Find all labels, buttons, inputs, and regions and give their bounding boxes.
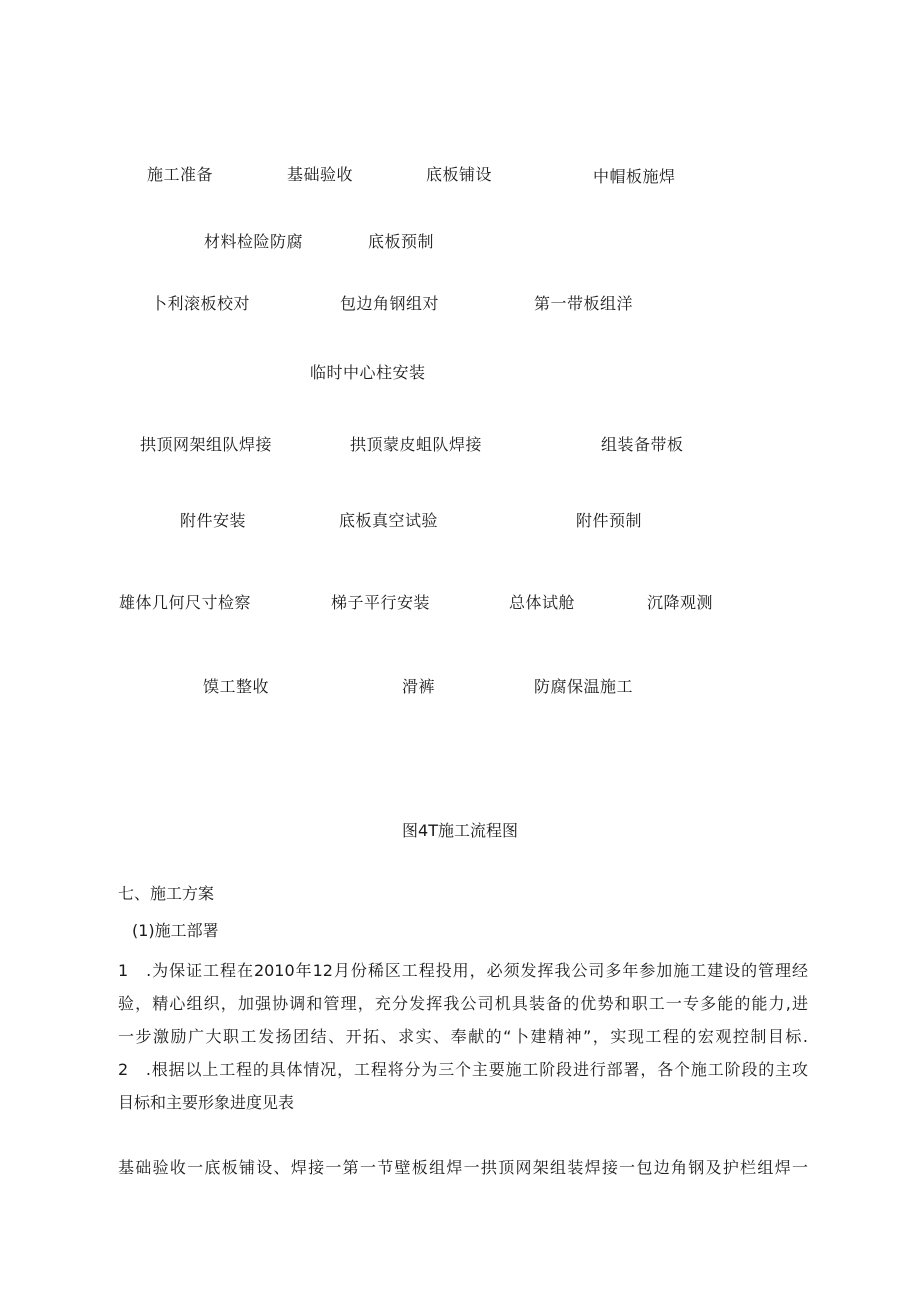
flow-node-accessory-install: 附件安装	[180, 511, 247, 530]
paragraph-line: 一步激励广大职工发扬团结、开拓、求实、奉献的“卜建精神”，实现工程的宏观控制目标.	[118, 1027, 808, 1046]
flow-node-ladder-install: 梯子平行安装	[331, 593, 431, 612]
flow-node-foundation-acceptance: 基础验收	[287, 165, 354, 184]
paragraph-item-2	[118, 1053, 808, 1119]
flow-node-construction-prep: 施工准备	[147, 165, 214, 184]
flow-node-roll-plate-check: 卜利滚板校对	[151, 294, 251, 313]
flow-node-first-band-assembly: 第一带板组洋	[534, 294, 634, 313]
paragraph-item-1	[118, 954, 808, 1053]
paragraph-line: 验，精心组织，加强协调和管理，充分发挥我公司机具装备的优势和职工一专多能的能力,进	[118, 994, 808, 1013]
flow-node-material-inspection: 材料检险防腐	[204, 232, 304, 251]
flow-node-accessory-prefab: 附件预制	[576, 511, 643, 530]
flow-node-bottom-plate-laying: 底板铺设	[426, 165, 493, 184]
section-title: 七、施工方案	[118, 884, 215, 903]
flow-node-dome-frame-welding: 拱顶网架组队焊接	[140, 435, 273, 454]
flow-node-edge-angle-assembly: 包边角钢组对	[340, 294, 440, 313]
flow-node-middle-plate-welding: 中帽板施焊	[593, 167, 676, 186]
flow-node-settlement-observation: 沉降观测	[647, 593, 714, 612]
section-subtitle: (1)施工部署	[132, 921, 219, 940]
flow-node-vacuum-test: 底板真空试验	[339, 511, 439, 530]
paragraph-line: 目标和主要形象进度见表	[118, 1093, 295, 1112]
flow-node-bottom-plate-prefab: 底板预制	[368, 232, 435, 251]
paragraph-line: 2 .根据以上工程的具体情况，工程将分为三个主要施工阶段进行部署，各个施工阶段的主攻	[118, 1060, 808, 1079]
flow-node-temp-center-column: 临时中心柱安装	[310, 363, 426, 382]
sequence-line: 基础验收一底板铺设、焊接一第一节壁板组焊一拱顶网架组装焊接一包边角钢及护栏组焊一	[118, 1158, 808, 1177]
paragraph-line: 1 .为保证工程在2010年12月份稀区工程投用，必须发挥我公司多年参加施工建设的管理经	[118, 961, 808, 980]
flow-node-overall-test: 总体试舱	[509, 593, 576, 612]
flow-node-band-plate-assembly: 组装备带板	[601, 435, 684, 454]
flow-node-geometry-inspection: 雄体几何尺寸检察	[119, 593, 252, 612]
flow-node-dome-skin-welding: 拱顶蒙皮蛆队焊接	[350, 435, 483, 454]
flow-node-completion-acceptance: 馍工整收	[203, 677, 270, 696]
flow-node-anticorrosion-insulation: 防腐保温施工	[534, 677, 634, 696]
flow-node-slide: 滑裤	[402, 677, 436, 696]
construction-sequence	[118, 1151, 808, 1184]
figure-caption: 图4T施工流程图	[402, 821, 518, 840]
